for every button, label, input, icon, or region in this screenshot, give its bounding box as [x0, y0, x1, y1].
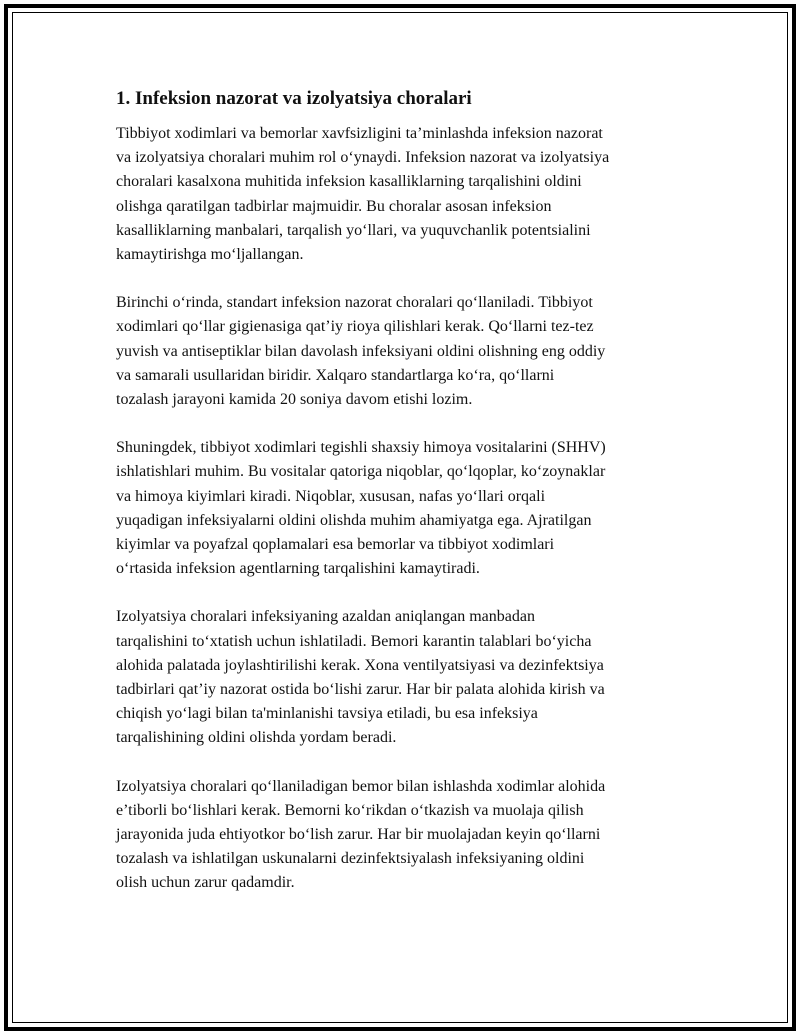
paragraph-5: Izolyatsiya choralari qo‘llaniladigan bemor bilan ishlashda xodimlar alohida e’tiborli bo‘lishlari kerak. Bemorni ko‘rikdan o‘tkazish va muolaja qilish jarayonida juda ehtiyotkor bo‘lish zarur. Har bir muolajadan keyin qo‘llarni tozalash va ishlatilgan uskunalarni dezinfektsiyalash infeksiyaning oldini olish uchun zarur qadamdir.: [116, 777, 606, 892]
paragraph-4: Izolyatsiya choralari infeksiyaning azaldan aniqlangan manbadan tarqalishini to‘xtatish uchun ishlatiladi. Bemori karantin talablari bo‘yicha alohida palatada joylashtirilishi kerak. Xona ventilyatsiyasi va dezinfektsiya tadbirlari qat’iy nazorat ostida bo‘lishi zarur. Har bir palata alohida kirish va chiqish yo‘lagi bilan ta'minlanishi tavsiya etiladi, bu esa infeksiya tarqalishining oldini olishda yordam beradi.: [116, 608, 605, 747]
paragraph-2: Birinchi o‘rinda, standart infeksion nazorat choralari qo‘llaniladi. Tibbiyot xodimlari qo‘llar gigienasiga qat’iy rioya qilishlari kerak. Qo‘llarni tez-tez yuvish va antiseptiklar bilan davolash infeksiyani oldini olishning eng oddiy va samarali usullaridan biridir. Xalqaro standartlarga ko‘ra, qo‘llarni tozalash jarayoni kamida 20 soniya davom etishi lozim.: [116, 294, 606, 409]
paragraph-3: Shuningdek, tibbiyot xodimlari tegishli shaxsiy himoya vositalarini (SHHV) ishlatishlari muhim. Bu vositalar qatoriga niqoblar, qo‘lqoplar, ko‘zoynaklar va himoya kiyimlari kiradi. Niqoblar, xususan, nafas yo‘llari orqali yuqadigan infeksiyalarni oldini olishda muhim ahamiyatga ega. Ajratilgan kiyimlar va poyafzal qoplamalari esa bemorlar va tibbiyot xodimlari o‘rtasida infeksion agentlarning tarqalishini kamaytiradi.: [116, 439, 606, 578]
section-title: 1. Infeksion nazorat va izolyatsiya choralari: [116, 88, 472, 109]
paragraph-1: Tibbiyot xodimlari va bemorlar xavfsizligini ta’minlashda infeksion nazorat va izolyatsiya choralari muhim rol o‘ynaydi. Infeksion nazorat va izolyatsiya choralari kasalxona muhitida infeksion kasalliklarning tarqalishini oldini olishga qaratilgan tadbirlar majmuidir. Bu choralar asosan infeksion kasalliklarning manbalari, tarqalish yo‘llari, va yuquvchanlik potentsialini kamaytirishga mo‘ljallangan.: [116, 125, 610, 264]
document-body: [110, 86, 690, 920]
